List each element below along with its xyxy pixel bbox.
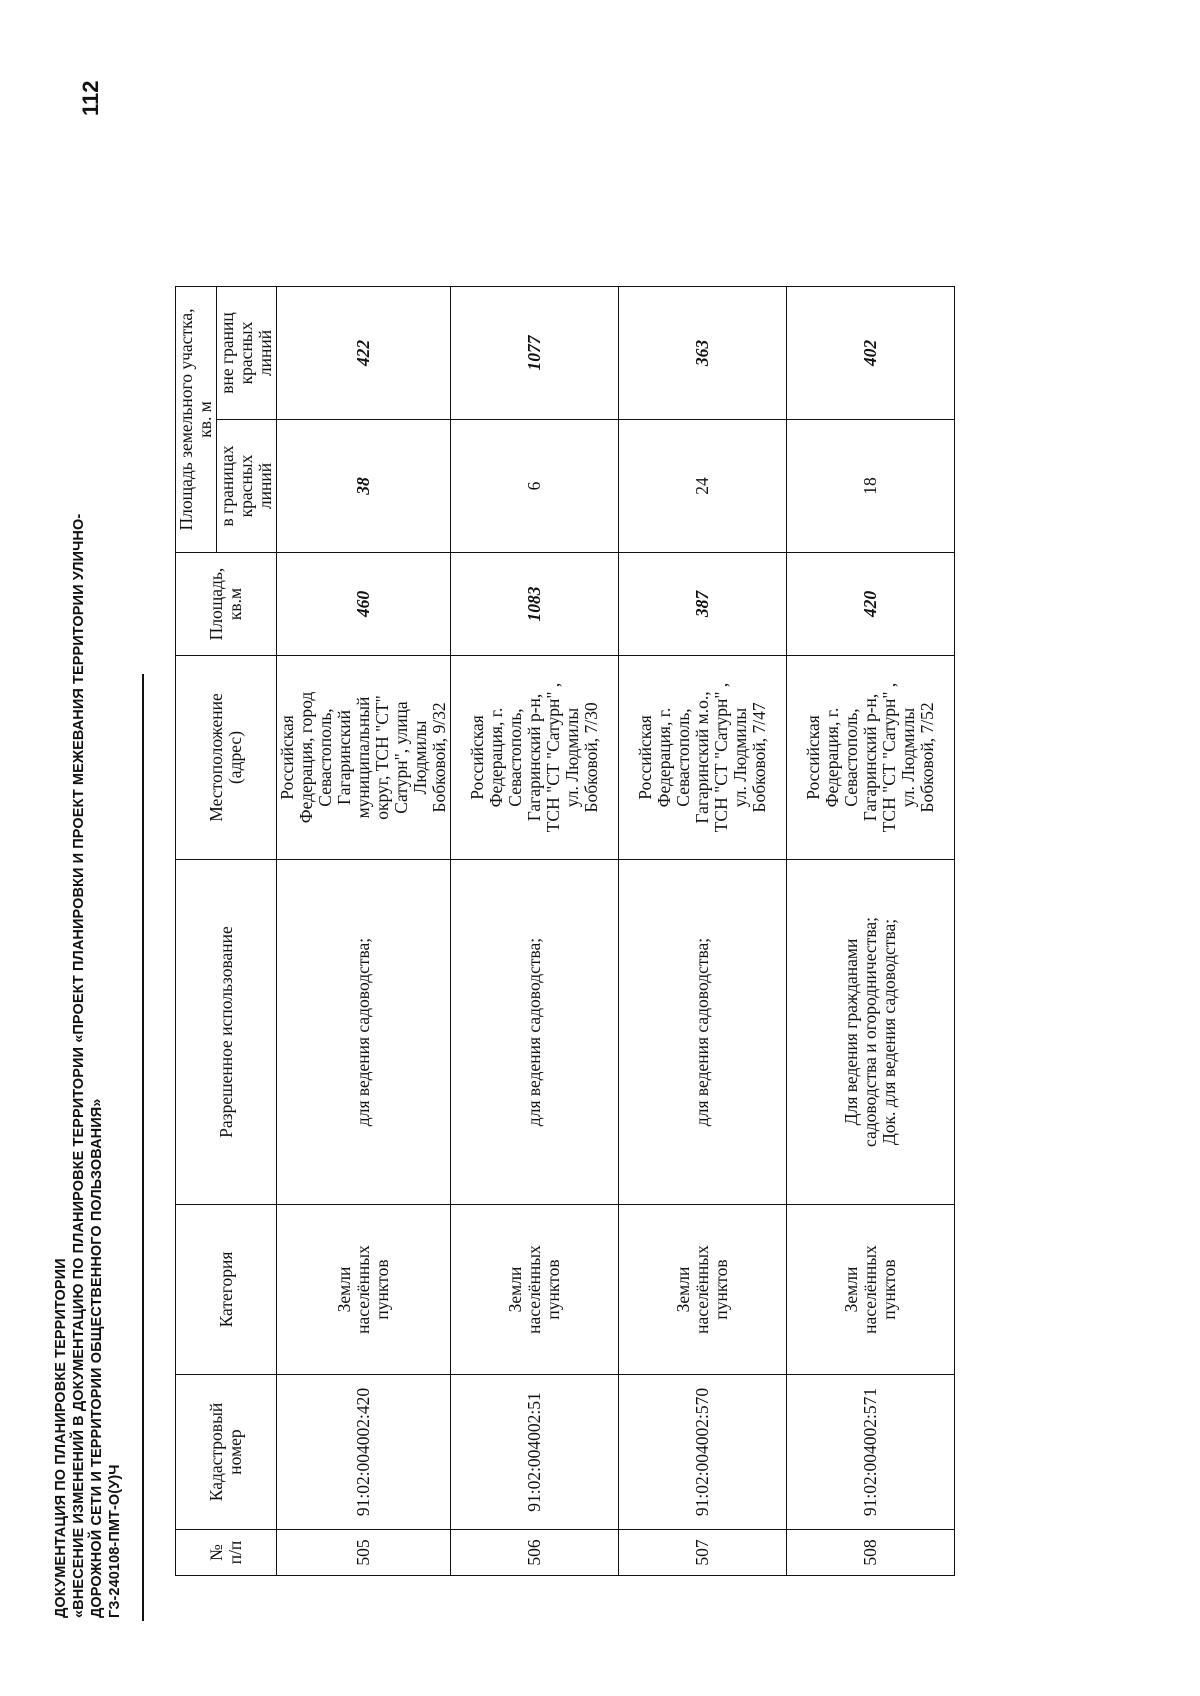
cell-inside: 6 (451, 420, 619, 553)
cell-location: Российская Федерация, г. Севастополь, Гагаринский р-н, ТСН "СТ "Сатурн" , ул. Людмилы Бобковой, 7/52 (787, 656, 955, 860)
header-num: № п/п (176, 1530, 277, 1576)
header-usage: Разрешенное использование (176, 860, 277, 1205)
cell-usage: Для ведения гражданами садоводства и огородничества; Док. для ведения садоводства; (787, 860, 955, 1205)
cell-outside: 363 (619, 287, 787, 420)
header-line-3: ДОРОЖНОЙ СЕТИ И ТЕРРИТОРИИ ОБЩЕСТВЕННОГО ПОЛЬЗОВАНИЯ» (89, 1098, 105, 1618)
cell-area: 1083 (451, 553, 619, 656)
cell-location: Российская Федерация, город Севастополь, Гагаринский муниципальный округ, ТСН "СТ" Сатурн", улица Людмилы Бобковой, 9/32 (277, 656, 451, 860)
cell-cadastral: 91:02:004002:51 (451, 1375, 619, 1530)
cell-usage: для ведения садоводства; (451, 860, 619, 1205)
cell-category: Земли населённых пунктов (787, 1205, 955, 1375)
land-plots-table (175, 286, 955, 1576)
cell-area: 387 (619, 553, 787, 656)
cell-cadastral: 91:02:004002:570 (619, 1375, 787, 1530)
table-row (619, 287, 787, 1576)
table-row (451, 287, 619, 1576)
header-plot-area: Площадь земельного участка, кв. м (176, 287, 217, 553)
document-header (52, 418, 124, 1618)
header-outside-red-lines: вне границ красных линий (217, 287, 277, 420)
header-line-1: ДОКУМЕНТАЦИЯ ПО ПЛАНИРОВКЕ ТЕРРИТОРИИ (53, 1258, 69, 1618)
header-line-2: «ВНЕСЕНИЕ ИЗМЕНЕНИЙ В ДОКУМЕНТАЦИЮ ПО ПЛАНИРОВКЕ ТЕРРИТОРИИ «ПРОЕКТ ПЛАНИРОВКИ И ПРОЕКТ МЕЖЕВАНИЯ ТЕРРИТОРИИ УЛИЧНО- (71, 513, 87, 1618)
cell-num: 507 (619, 1530, 787, 1576)
cell-cadastral: 91:02:004002:420 (277, 1375, 451, 1530)
cell-inside: 24 (619, 420, 787, 553)
cell-area: 420 (787, 553, 955, 656)
cell-num: 506 (451, 1530, 619, 1576)
header-inside-red-lines: в границах красных линий (217, 420, 277, 553)
cell-outside: 422 (277, 287, 451, 420)
cell-usage: для ведения садоводства; (277, 860, 451, 1205)
cell-outside: 402 (787, 287, 955, 420)
cell-location: Российская Федерация, г. Севастополь, Гагаринский р-н, ТСН "СТ "Сатурн" , ул. Людмилы Бобковой, 7/30 (451, 656, 619, 860)
cell-cadastral: 91:02:004002:571 (787, 1375, 955, 1530)
header-divider (142, 674, 144, 1621)
cell-outside: 1077 (451, 287, 619, 420)
cell-inside: 18 (787, 420, 955, 553)
page-number: 112 (78, 80, 103, 116)
cell-category: Земли населённых пунктов (277, 1205, 451, 1375)
cell-num: 505 (277, 1530, 451, 1576)
cell-category: Земли населённых пунктов (619, 1205, 787, 1375)
cell-area: 460 (277, 553, 451, 656)
header-location: Местоположение (адрес) (176, 656, 277, 860)
cell-category: Земли населённых пунктов (451, 1205, 619, 1375)
cell-location: Российская Федерация, г. Севастополь, Гагаринский м.о., ТСН "СТ "Сатурн" , ул. Людмилы Бобковой, 7/47 (619, 656, 787, 860)
cell-usage: для ведения садоводства; (619, 860, 787, 1205)
header-cadastral: Кадастровый номер (176, 1375, 277, 1530)
table-row (277, 287, 451, 1576)
header-line-4: ГЗ-240108-ПМТ-О(У)Ч (107, 1464, 123, 1618)
cell-inside: 38 (277, 420, 451, 553)
table-row (787, 287, 955, 1576)
header-category: Категория (176, 1205, 277, 1375)
cell-num: 508 (787, 1530, 955, 1576)
header-area: Площадь, кв.м (176, 553, 277, 656)
